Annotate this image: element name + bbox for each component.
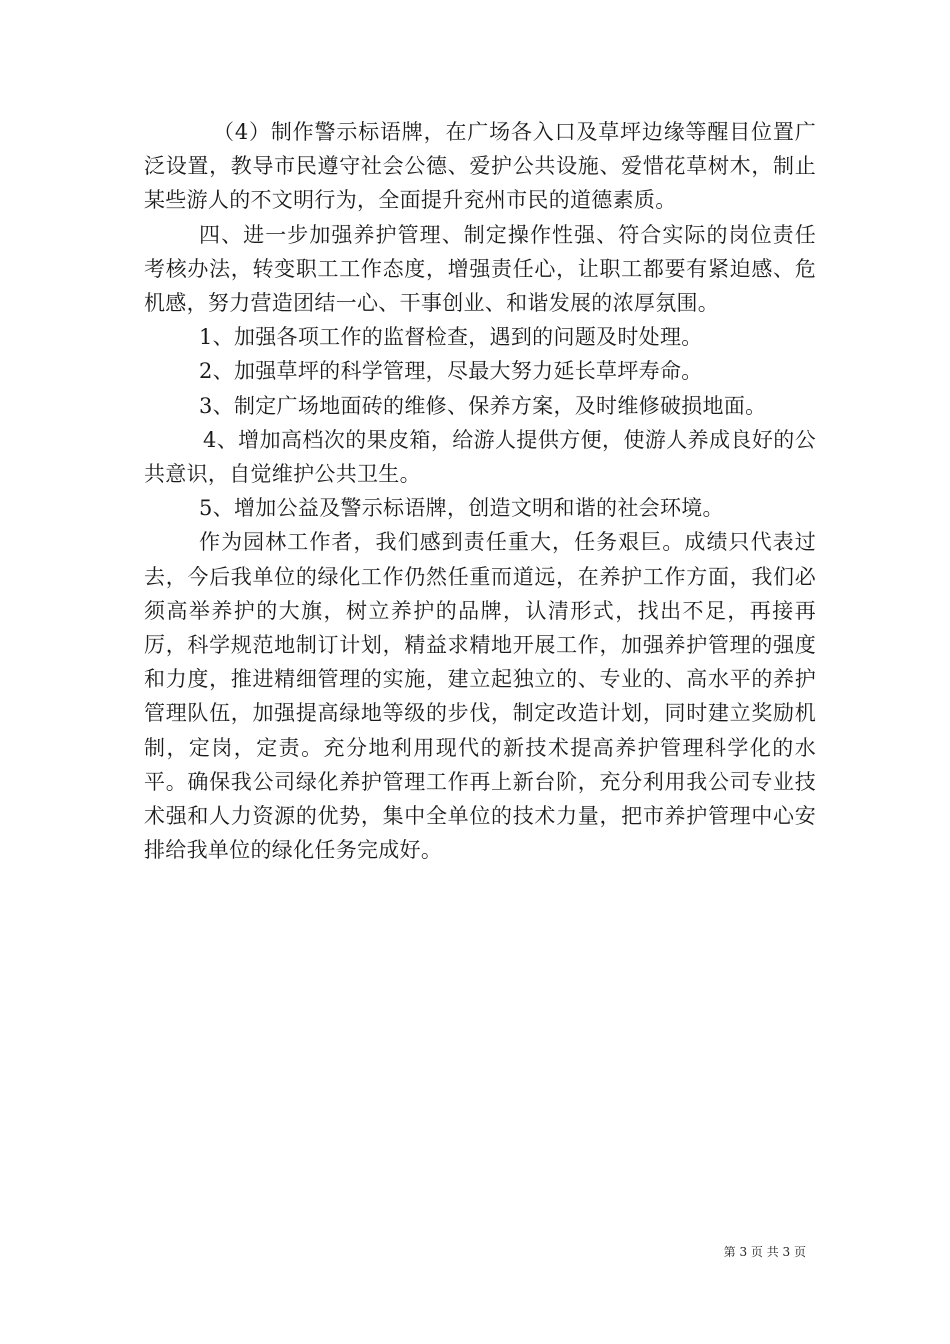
- page-number: 第 3 页 共 3 页: [723, 1245, 806, 1259]
- list-item-2: 2、加强草坪的科学管理，尽最大努力延长草坪寿命。: [199, 359, 703, 384]
- list-item-1: 1、加强各项工作的监督检查，遇到的问题及时处理。: [199, 325, 703, 350]
- list-item-4: 4、增加高档次的果皮箱，给游人提供方便，使游人养成良好的公共意识，自觉维护公共卫生。: [144, 427, 816, 487]
- document-body: [144, 115, 816, 867]
- paragraph-conclusion: 作为园林工作者，我们感到责任重大，任务艰巨。成绩只代表过去，今后我单位的绿化工作仍然任重而道远，在养护工作方面，我们必须高举养护的大旗，树立养护的品牌，认清形式，找出不足，再接再厉，科学规范地制订计划，精益求精地开展工作，加强养护管理的强度和力度，推进精细管理的实施，建立起独立的、专业的、高水平的养护管理队伍，加强提高绿地等级的步伐，制定改造计划，同时建立奖励机制，定岗，定责。充分地利用现代的新技术提高养护管理科学化的水平。确保我公司绿化养护管理工作再上新台阶，充分利用我公司专业技术强和人力资源的优势，集中全单位的技术力量，把市养护管理中心安排给我单位的绿化任务完成好。: [144, 530, 816, 863]
- paragraph-section-four: 四、进一步加强养护管理、制定操作性强、符合实际的岗位责任考核办法，转变职工工作态度，增强责任心，让职工都要有紧迫感、危机感，努力营造团结一心、干事创业、和谐发展的浓厚氛围。: [144, 222, 816, 316]
- paragraph-warning-signs: （4）制作警示标语牌，在广场各入口及草坪边缘等醒目位置广泛设置，教导市民遵守社会公德、爱护公共设施、爱惜花草树木，制止某些游人的不文明行为，全面提升兖州市民的道德素质。: [144, 120, 816, 213]
- page-footer: [0, 1243, 950, 1261]
- list-item-3: 3、制定广场地面砖的维修、保养方案，及时维修破损地面。: [199, 393, 767, 418]
- list-item-5: 5、增加公益及警示标语牌，创造文明和谐的社会环境。: [199, 496, 724, 521]
